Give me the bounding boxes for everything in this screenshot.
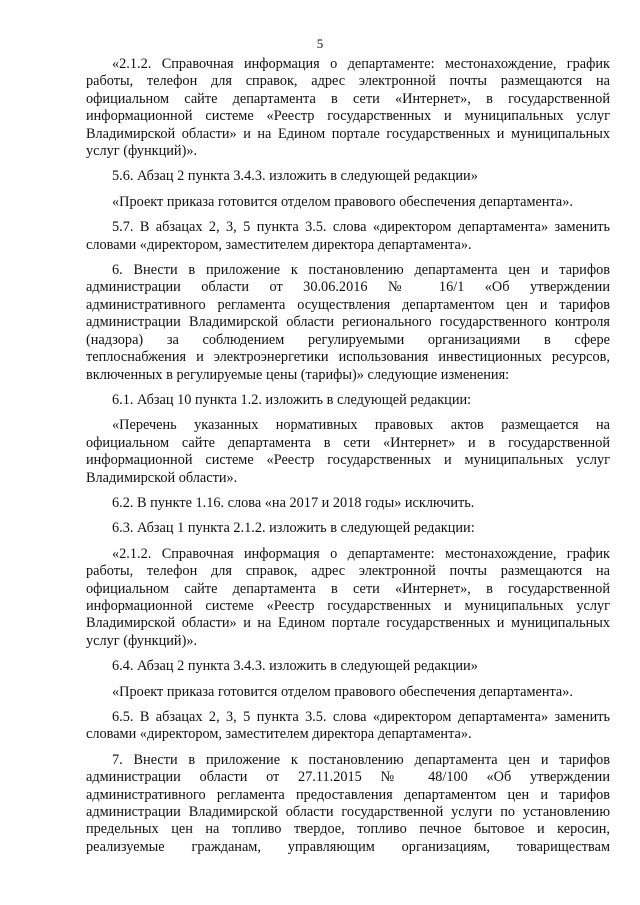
paragraph-p10 xyxy=(86,546,610,650)
text-line: 6.5. В абзацах 2, 3, 5 пункта 3.5. слова «директором департамента» заменить xyxy=(112,709,610,725)
text-line: официальном сайте департамента в сети «Интернет» и в государственной xyxy=(86,434,610,451)
text-line: «Перечень указанных нормативных правовых актов размещается на xyxy=(112,417,610,434)
paragraph-p4 xyxy=(86,219,610,254)
text-line: 6.3. Абзац 1 пункта 2.1.2. изложить в следующей редакции: xyxy=(112,520,475,537)
text-line: Владимирской области» и на Едином портале государственных и муниципальных xyxy=(86,615,610,632)
text-line: Владимирской области». xyxy=(86,469,238,486)
text-line: работы, телефон для справок, адрес электронной почты размещаются на xyxy=(86,73,610,90)
paragraph-p2 xyxy=(86,168,610,185)
text-line: администрации Владимирской области государственной услуги по установлению xyxy=(86,804,610,821)
text-line: реализуемые гражданам, управляющим организациям, товариществам xyxy=(86,838,610,855)
text-line: включенных в регулируемые цены (тарифы)» следующие изменения: xyxy=(86,366,510,383)
paragraph-p13 xyxy=(86,709,610,744)
text-line: услуг (функций)». xyxy=(86,632,198,649)
text-line: теплоснабжения и электроэнергетики использования инвестиционных ресурсов, xyxy=(86,349,610,366)
page-number: 5 xyxy=(316,36,324,51)
paragraph-p3 xyxy=(86,194,610,211)
paragraph-p14 xyxy=(86,752,610,856)
document-body xyxy=(86,56,610,864)
text-line: 6. Внести в приложение к постановлению департамента цен и тарифов xyxy=(112,262,610,279)
text-line: 6.4. Абзац 2 пункта 3.4.3. изложить в следующей редакции» xyxy=(112,658,478,675)
text-line: «Проект приказа готовится отделом правового обеспечения департамента». xyxy=(112,683,573,700)
text-line: информационной системе «Реестр государственных и муниципальных услуг xyxy=(86,108,610,125)
text-line: «Проект приказа готовится отделом правового обеспечения департамента». xyxy=(112,193,573,210)
paragraph-p1 xyxy=(86,56,610,160)
text-line: «2.1.2. Справочная информация о департаменте: местонахождение, график xyxy=(112,56,610,72)
text-line: официальном сайте департамента в сети «Интернет», в государственной xyxy=(86,580,610,597)
text-line: «2.1.2. Справочная информация о департаменте: местонахождение, график xyxy=(112,545,610,562)
text-line: администрации области от 30.06.2016 № 16/1 «Об утверждении xyxy=(86,279,610,296)
text-line: 6.2. В пункте 1.16. слова «на 2017 и 2018 годы» исключить. xyxy=(112,494,475,511)
text-line: словами «директором, заместителем директора департамента». xyxy=(86,236,472,253)
text-line: административного регламента осуществления департаментом цен и тарифов xyxy=(86,296,610,313)
text-line: официальном сайте департамента в сети «Интернет», в государственной xyxy=(86,90,610,107)
text-line: администрации Владимирской области регионального государственного контроля xyxy=(86,314,610,331)
paragraph-p11 xyxy=(86,658,610,675)
text-line: информационной системе «Реестр государственных и муниципальных услуг xyxy=(86,452,610,469)
paragraph-p5 xyxy=(86,262,610,384)
text-line: информационной системе «Реестр государственных и муниципальных услуг xyxy=(86,597,610,614)
paragraph-p7 xyxy=(86,417,610,487)
text-line: 6.1. Абзац 10 пункта 1.2. изложить в следующей редакции: xyxy=(112,391,472,408)
text-line: 7. Внести в приложение к постановлению департамента цен и тарифов xyxy=(112,751,610,768)
paragraph-p6 xyxy=(86,392,610,409)
text-line: словами «директором, заместителем директора департамента». xyxy=(86,726,472,743)
text-line: предельных цен на топливо твердое, топливо печное бытовое и керосин, xyxy=(86,821,610,838)
paragraph-p12 xyxy=(86,684,610,701)
text-line: услуг (функций)». xyxy=(86,143,198,160)
text-line: администрации области от 27.11.2015 № 48/100 «Об утверждении xyxy=(86,769,610,786)
text-line: административного регламента предоставления департаментом цен и тарифов xyxy=(86,786,610,803)
text-line: 5.6. Абзац 2 пункта 3.4.3. изложить в следующей редакции» xyxy=(112,168,478,185)
text-line: (надзора) за соблюдением регулируемыми организациями в сфере xyxy=(86,331,610,348)
text-line: работы, телефон для справок, адрес электронной почты размещаются на xyxy=(86,563,610,580)
paragraph-p9 xyxy=(86,520,610,537)
text-line: 5.7. В абзацах 2, 3, 5 пункта 3.5. слова «директором департамента» заменить xyxy=(112,219,610,236)
paragraph-p8 xyxy=(86,495,610,512)
text-line: Владимирской области» и на Едином портале государственных и муниципальных xyxy=(86,125,610,142)
